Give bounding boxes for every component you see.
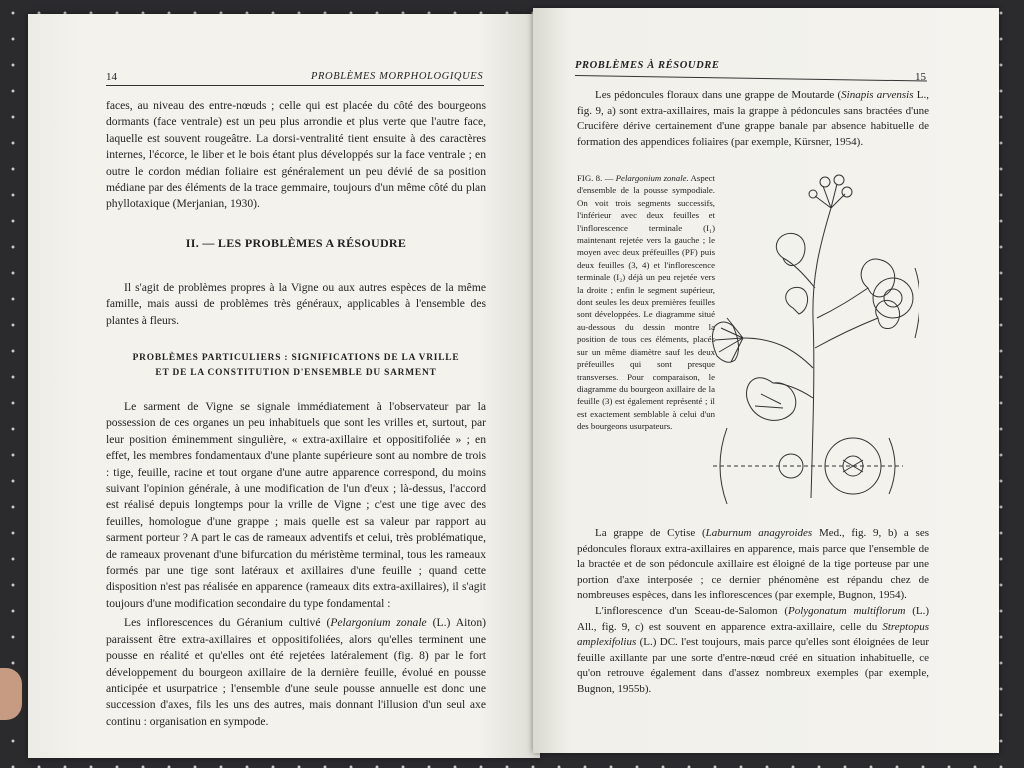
lower-paragraphs xyxy=(577,526,929,698)
top-bud-1 xyxy=(820,177,830,187)
geranium-text-1: Les inflorescences du Géranium cultivé ( xyxy=(124,616,331,630)
cytise-species: Laburnum anagyroides xyxy=(705,527,813,539)
floral-diagram-upper-inner xyxy=(884,289,902,307)
mustard-text xyxy=(577,88,929,150)
left-page xyxy=(28,14,540,758)
floral-diagram-bract xyxy=(915,268,919,338)
floral-diagram-upper xyxy=(873,278,913,318)
figure-caption xyxy=(577,172,715,433)
paragraph-geranium xyxy=(106,615,486,730)
page-number-right: 15 xyxy=(915,71,926,83)
header-rule-right xyxy=(575,75,927,82)
caption-text: Aspect d'ensemble de la pousse sympodiale. On voit trois segments successifs, l'inférieur avec deux feuilles et l'inflorescence terminale (I₁) maintenant rejetée vers la gauche ; le moyen avec deux préfeuilles (PF) puis deux feuilles (3, 4) et l'inflorescence terminale (I₂) déjà un peu rejetée vers la droite ; enfin le segment supérieur, dont seules les deux premières feuilles sont développées. Le diagramme situé au-dessous du dessin montre la position de tous ces éléments, placés sur un même diamètre sauf les deux préfeuilles qui sont presque transverses. Pour comparaison, le diagramme du bourgeon axillaire de la feuille (3) est également représenté ; il est exactement semblable à celui d'un des bourgeons usurpateurs. xyxy=(577,173,715,432)
sceau-species-1: Polygonatum multiflorum xyxy=(787,604,906,617)
subheading-line-2: ET DE LA CONSTITUTION D'ENSEMBLE DU SARMENT xyxy=(155,368,437,378)
middle-leaf xyxy=(786,287,808,314)
right-branch xyxy=(815,318,878,348)
sceau-text-1: L'inflorescence d'un Sceau-de-Salomon ( xyxy=(595,604,788,617)
caption-label: FIG. 8. — xyxy=(577,173,616,183)
page-number-left: 14 xyxy=(106,71,117,83)
paragraph-vine-shoot: Le sarment de Vigne se signale immédiatement à l'observateur par la possession de ces organes un peu inhabituels que sont les vrilles et, surtout, par leur position éminemment singulière, « extra-axillaire et oppositifoliée » ; en effet, les membres fondamentaux d'une plante supérieure sont au nombre de trois : tige, feuille, racine et tout organe d'une autre apparence correspond, du moins suivant l'opinion générale, à une modification de l'un d'eux ; là-dessus, l'accord est réalisé depuis longtemps pour la vrille de Vigne ; c'est une tige avec des feuilles, homologue d'une grappe ; mais quelle est sa valeur par rapport au sarment porteur ? A part le cas de rameaux adventifs et celui, très problématique, de rameaux provenant d'une bifurcation du méristème terminal, tous les rameaux formés par une tige sont latéraux et axillaires d'une feuille ; quand cette disposition n'est pas réalisée en apparence (rameaux dits extra-axillaires), il s'agit toujours d'une modification secondaire du type fondamental : xyxy=(106,400,486,610)
right-page xyxy=(533,8,999,753)
left-branch xyxy=(743,338,813,368)
upper-right-petiole xyxy=(817,288,868,318)
thumb xyxy=(0,668,22,720)
cytise-paragraph xyxy=(577,526,929,604)
mustard-text-2: L., fig. 9, a) sont extra-axillaires, mais la grappe à pédoncules sans bractées d'une Crucifère dérive certainement d'une grappe banale par absence habituelle de formation des appendices foliaires (par exemple, Kürsner, 1954). xyxy=(577,89,929,148)
sceau-text-3: (L.) DC. l'est toujours, mais parce qu'elles sont éloignées de leur feuille axillante par une sorte d'entre-nœud créé en situation inhabituelle, ce qu'on retrouve également dans d'assez nombreux exemples (par exemple, Bugnon, 1955b). xyxy=(577,636,929,695)
top-bud-3 xyxy=(842,187,852,197)
mustard-species: Sinapis arvensis xyxy=(841,89,914,101)
section-text: Il s'agit de problèmes propres à la Vigne ou aux autres espèces de la même famille, mais aussi de problèmes très généraux, applicables à l'ensemble des plantes à fleurs. xyxy=(106,281,486,327)
subheading xyxy=(106,351,486,381)
caption-species: Pelargonium zonale. xyxy=(615,173,689,183)
cytise-text-1: La grappe de Cytise ( xyxy=(595,527,706,539)
sceau-paragraph xyxy=(577,604,929,698)
mustard-paragraph xyxy=(577,88,929,150)
geranium-text-2: (L.) Aiton) paraissent être extra-axillaires et oppositifoliées, alors qu'elles terminent une pousse en réalité et qu'elles ont été rejetées latéralement (fig. 8) par le fort développement du bourgeon axillaire de la dernière feuille, évolué en pousse anticipée et usurpatrice ; l'ensemble d'une seule pousse annuelle est donc une succession d'axes, fils les uns des autres, mais donnant l'illusion d'un seul axe continu : organisation en sympode. xyxy=(106,616,486,728)
upper-left-leaf xyxy=(776,233,805,265)
intro-text: faces, au niveau des entre-nœuds ; celle qui est placée du côté des bourgeons dormants (face ventrale) est un peu plus arrondie et plus verte que l'autre face, laquelle est souvent rougeâtre. La dorsi-ventralité tient ensuite à des caractères internes, l'écorce, le liber et le bois étant plus développés sur la face ventrale ; en outre le cordon médian foliaire est généralement un peu dévié de sa position médiane par des éléments de la trace gemmaire, toujours d'un même côté du plan phyllotaxique (Merjanian, 1930). xyxy=(106,99,486,211)
left-inflorescence xyxy=(715,318,743,362)
mustard-text-1: Les pédoncules floraux dans une grappe de Moutarde ( xyxy=(595,89,842,101)
geranium-species: Pelargonium zonale xyxy=(330,616,427,630)
top-bud-4 xyxy=(809,190,817,198)
subheading-line-1: PROBLÈMES PARTICULIERS : SIGNIFICATIONS DE LA VRILLE xyxy=(132,353,460,363)
figure-8-pelargonium-drawing xyxy=(703,168,919,518)
running-head-right: PROBLÈMES À RÉSOUDRE xyxy=(575,60,720,71)
intro-paragraph xyxy=(106,98,486,213)
lower-petiole xyxy=(773,383,813,398)
section-paragraph xyxy=(106,280,486,329)
section-heading: II. — LES PROBLÈMES A RÉSOUDRE xyxy=(185,236,407,250)
sceau-species-2: Streptopus amplexifolius xyxy=(577,620,929,649)
running-head-left: PROBLÈMES MORPHOLOGIQUES xyxy=(311,71,484,82)
main-paragraphs xyxy=(106,399,486,730)
lower-leaf-veins xyxy=(755,394,783,408)
cytise-text-2: Med., fig. 9, b) a ses pédoncules floraux extra-axillaires en apparence, mais parce que l'ensemble de la bractée et de son pédoncule axillaire est éloigné de la tige porteuse par une portion d'axe interposée ; ce dernier phénomène est répandu chez de nombreuses espèces, dans les inflorescences (par exemple, Bugnon, 1954). xyxy=(577,527,929,602)
header-rule-left xyxy=(106,85,484,86)
top-bud-2 xyxy=(834,175,844,185)
sceau-text-2: (L.) All., fig. 9, c) est souvent en apparence extra-axillaire, celle du xyxy=(577,604,930,633)
top-inflorescence xyxy=(815,184,845,208)
